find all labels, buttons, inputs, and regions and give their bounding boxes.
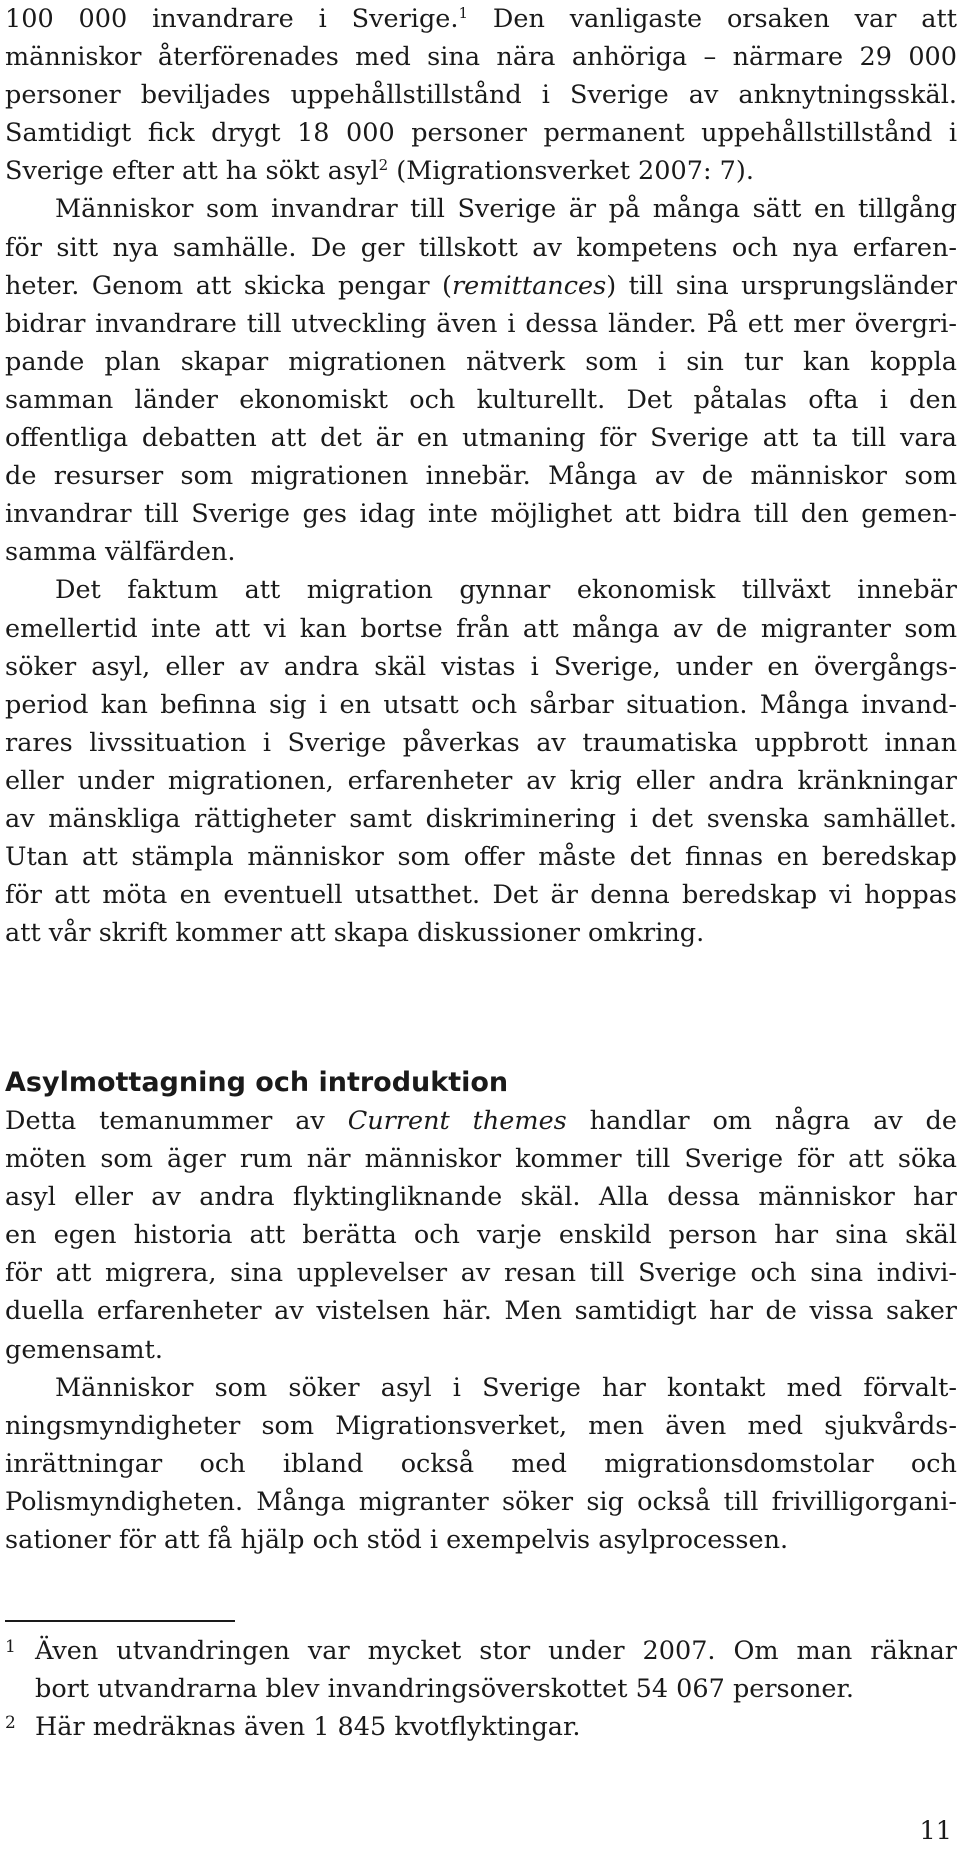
text-line: att vår skrift kommer att skapa diskussioner omkring. bbox=[5, 918, 705, 949]
text-line: söker asyl, eller av andra skäl vistas i Sverige, under en övergångs- bbox=[5, 651, 957, 682]
text-line: samman länder ekonomiskt och kulturellt. Det påtalas ofta i den bbox=[5, 384, 957, 415]
footnote-number: 1 bbox=[5, 1637, 16, 1657]
text-segment: ) till sina ursprungsländer bbox=[606, 270, 958, 301]
footnote-text: Här medräknas även 1 845 kvotflyktingar. bbox=[35, 1712, 581, 1742]
footnote-text: Även utvandringen var mycket stor under 2007. Om man räknar bbox=[35, 1636, 957, 1666]
paragraph bbox=[5, 1102, 957, 1369]
text-line: asyl eller av andra flyktingliknande skäl. Alla dessa människor har bbox=[5, 1182, 957, 1213]
text-line bbox=[5, 1102, 957, 1140]
italic-term: remittances bbox=[451, 270, 607, 301]
text-line: av mänskliga rättigheter samt diskriminering i det svenska samhället. bbox=[5, 803, 957, 834]
body-text bbox=[5, 0, 957, 952]
italic-title: Current themes bbox=[347, 1106, 567, 1136]
text-segment: heter. Genom att skicka pengar ( bbox=[5, 270, 452, 301]
footnote-ref: 2 bbox=[378, 156, 389, 175]
text-segment: Den vanligaste orsaken var att bbox=[492, 4, 958, 34]
text-line: emellertid inte att vi kan bortse från att många av de migranter som bbox=[5, 613, 957, 644]
paragraph bbox=[5, 0, 957, 190]
text-line: Polismyndigheten. Många migranter söker sig också till frivilligorgani- bbox=[5, 1486, 957, 1517]
text-segment: Detta temanummer av bbox=[5, 1106, 348, 1136]
footnote-number: 2 bbox=[5, 1713, 16, 1733]
text-line: bidrar invandrare till utveckling även i dessa länder. På ett mer övergri- bbox=[5, 308, 957, 339]
text-line: Det faktum att migration gynnar ekonomisk tillväxt innebär bbox=[55, 575, 957, 606]
text-line: Människor som invandrar till Sverige är på många sätt en tillgång bbox=[55, 194, 957, 225]
text-line bbox=[5, 0, 957, 38]
paragraph bbox=[5, 571, 957, 609]
footnote-1 bbox=[5, 1632, 957, 1708]
text-line: för att möta en eventuell utsatthet. Det är denna beredskap vi hoppas bbox=[5, 880, 957, 911]
page-number: 11 bbox=[919, 1816, 952, 1846]
text-line: de resurser som migrationen innebär. Många av de människor som bbox=[5, 461, 957, 492]
paragraph-continued bbox=[5, 229, 957, 572]
text-line: sationer för att få hjälp och stöd i exempelvis asylprocessen. bbox=[5, 1525, 789, 1556]
footnote-2 bbox=[5, 1708, 957, 1746]
paragraph bbox=[5, 1369, 957, 1407]
text-line: Samtidigt fick drygt 18 000 personer permanent uppehållstillstånd i bbox=[5, 118, 957, 149]
text-line: pande plan skapar migrationen nätverk som i sin tur kan koppla bbox=[5, 346, 957, 377]
footnote-ref: 1 bbox=[458, 4, 469, 22]
text-segment: handlar om några av de bbox=[566, 1106, 957, 1136]
text-line: duella erfarenheter av vistelsen här. Men samtidigt har de vissa saker bbox=[5, 1296, 957, 1327]
text-line: samma välfärden. bbox=[5, 537, 236, 568]
paragraph-continued bbox=[5, 1407, 957, 1559]
body-text bbox=[5, 1102, 957, 1559]
text-segment: 100 000 invandrare i Sverige. bbox=[5, 4, 459, 34]
text-line: ningsmyndigheter som Migrationsverket, men även med sjukvårds- bbox=[5, 1410, 957, 1441]
text-line: eller under migrationen, erfarenheter av krig eller andra kränkningar bbox=[5, 765, 957, 796]
paragraph bbox=[5, 190, 957, 228]
paragraph-continued bbox=[5, 610, 957, 953]
footnotes bbox=[5, 1632, 957, 1746]
text-line: Utan att stämpla människor som offer måste det finnas en beredskap bbox=[5, 842, 957, 873]
text-line: människor återförenades med sina nära anhöriga – närmare 29 000 bbox=[5, 42, 957, 73]
footnote-divider bbox=[5, 1620, 235, 1622]
text-line bbox=[5, 152, 957, 190]
text-line: rares livssituation i Sverige påverkas av traumatiska uppbrott innan bbox=[5, 727, 957, 758]
text-line: för att migrera, sina upplevelser av resan till Sverige och sina indivi- bbox=[5, 1258, 957, 1289]
text-line: en egen historia att berätta och varje enskild person har sina skäl bbox=[5, 1220, 957, 1251]
text-line: gemensamt. bbox=[5, 1334, 163, 1365]
section-heading: Asylmottagning och introduktion bbox=[5, 1067, 509, 1098]
text-segment: Sverige efter att ha sökt asyl bbox=[5, 156, 379, 187]
text-line: invandrar till Sverige ges idag inte möjlighet att bidra till den gemen- bbox=[5, 499, 957, 530]
text-line: personer beviljades uppehållstillstånd i Sverige av anknytningsskäl. bbox=[5, 80, 957, 111]
footnote-text: bort utvandrarna blev invandringsöverskottet 54 067 personer. bbox=[35, 1674, 855, 1704]
text-line: period kan befinna sig i en utsatt och sårbar situation. Många invand- bbox=[5, 689, 957, 720]
text-line: möten som äger rum när människor kommer till Sverige för att söka bbox=[5, 1144, 957, 1175]
text-line: offentliga debatten att det är en utmaning för Sverige att ta till vara bbox=[5, 423, 957, 454]
text-line: inrättningar och ibland också med migrationsdomstolar och bbox=[5, 1448, 957, 1479]
text-line: för sitt nya samhälle. De ger tillskott av kompetens och nya erfaren- bbox=[5, 232, 957, 263]
text-line bbox=[5, 267, 957, 305]
text-line: Människor som söker asyl i Sverige har kontakt med förvalt- bbox=[55, 1372, 957, 1403]
text-segment: (Migrationsverket 2007: 7). bbox=[396, 156, 754, 187]
